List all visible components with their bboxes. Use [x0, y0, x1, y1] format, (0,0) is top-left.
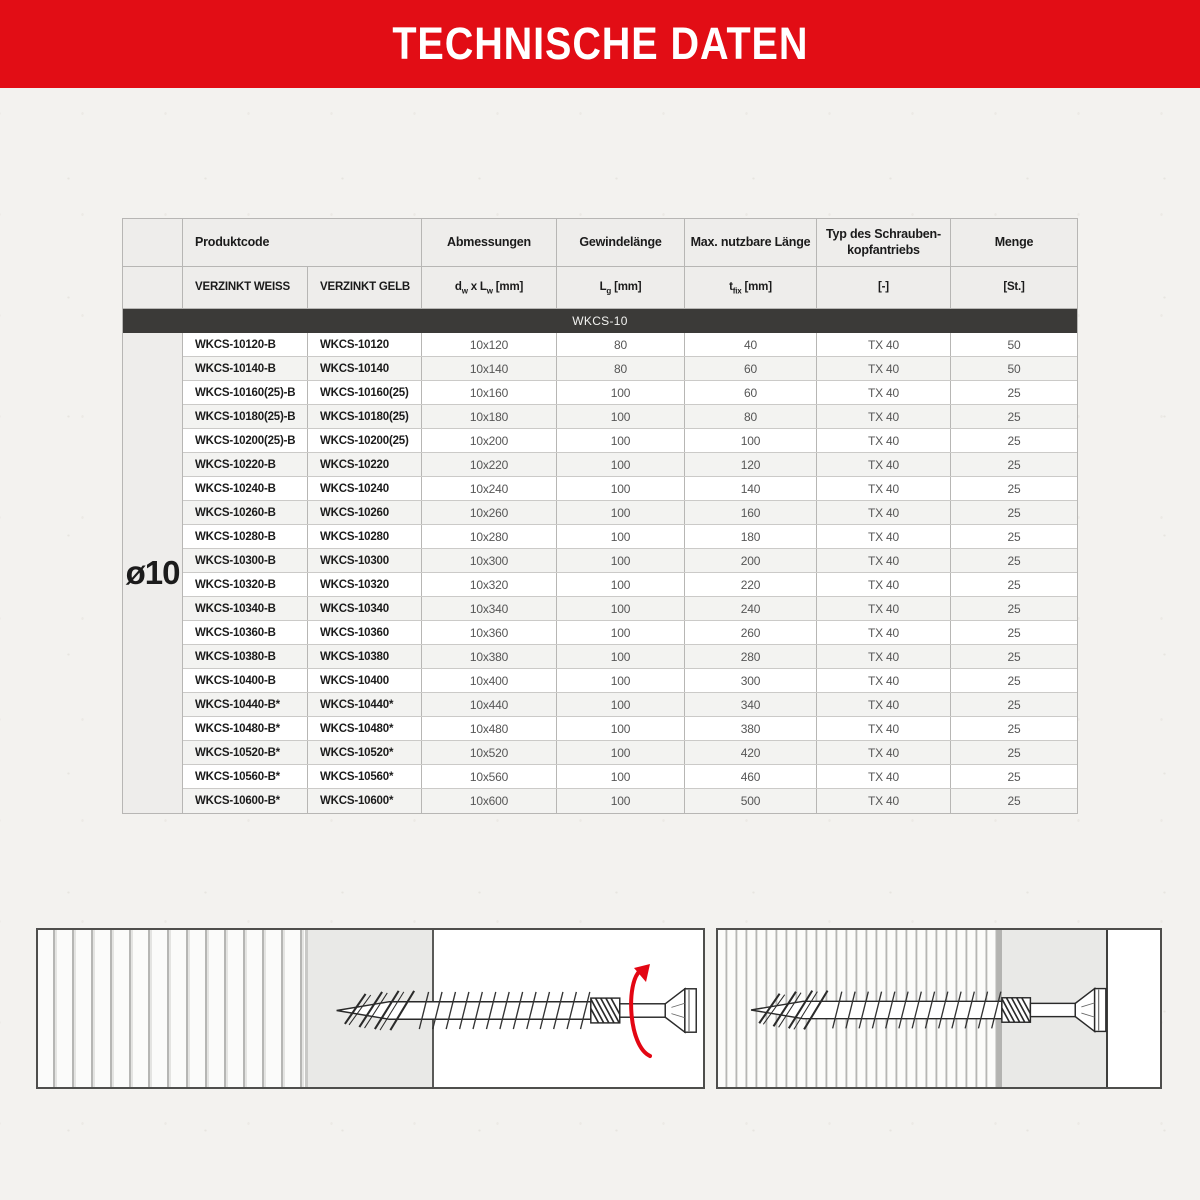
cell-code-white: WKCS-10120-B — [183, 333, 308, 356]
cell-code-white: WKCS-10560-B* — [183, 765, 308, 788]
cell-quantity: 25 — [1007, 505, 1021, 520]
cell-drive-type: TX 40 — [817, 741, 951, 764]
cell-drive-type: TX 40 — [817, 621, 951, 644]
cell-dimensions: 10x260 — [422, 501, 557, 524]
cell-drive-type: TX 40 — [817, 477, 951, 500]
cell-dimensions: 10x340 — [422, 597, 557, 620]
subheader-qty-unit: [St.] — [951, 267, 1077, 309]
size-column-header — [123, 219, 183, 267]
cell-code-yellow: WKCS-10440* — [308, 693, 422, 716]
cell-quantity: 50 — [1007, 361, 1021, 376]
cell-code-white: WKCS-10240-B — [183, 477, 308, 500]
cell-drive-type: TX 40 — [817, 405, 951, 428]
cell-thread-length: 100 — [557, 645, 685, 668]
cell-thread-length: 100 — [557, 741, 685, 764]
col-header-kopfantrieb: Typ des Schrauben- kopfantriebs — [817, 219, 951, 267]
table-header-row-1 — [123, 219, 1077, 267]
cell-drive-type: TX 40 — [817, 429, 951, 452]
cell-thread-length: 100 — [557, 669, 685, 692]
table-row — [183, 501, 1077, 525]
cell-thread-length: 100 — [557, 765, 685, 788]
cell-code-yellow: WKCS-10560* — [308, 765, 422, 788]
cell-usable-length: 220 — [685, 573, 817, 596]
cell-drive-type: TX 40 — [817, 381, 951, 404]
cell-code-yellow: WKCS-10160(25) — [308, 381, 422, 404]
series-band: WKCS-10 — [123, 309, 1077, 333]
cell-quantity: 25 — [1007, 794, 1021, 808]
cell-usable-length: 40 — [685, 333, 817, 356]
cell-thread-length: 100 — [557, 405, 685, 428]
cell-quantity: 25 — [1007, 529, 1021, 544]
cell-thread-length: 100 — [557, 501, 685, 524]
col-header-produktcode: Produktcode — [183, 219, 422, 267]
cell-quantity: 50 — [1007, 337, 1021, 352]
cell-code-white: WKCS-10600-B* — [183, 789, 308, 813]
cell-dimensions: 10x400 — [422, 669, 557, 692]
table-row — [183, 789, 1077, 813]
subheader-drive-unit: [-] — [817, 267, 951, 309]
cell-drive-type: TX 40 — [817, 693, 951, 716]
subheader-thread-length-unit: $L_g$ [mm] — [557, 267, 685, 309]
subheader-dimensions-unit: $d_w$ x $L_w$ [mm] — [422, 267, 557, 309]
cell-code-white: WKCS-10520-B* — [183, 741, 308, 764]
outer-surface-section — [1106, 930, 1160, 1087]
cell-usable-length: 180 — [685, 525, 817, 548]
cell-drive-type: TX 40 — [817, 549, 951, 572]
table-row — [183, 453, 1077, 477]
table-row — [183, 333, 1077, 357]
cell-quantity: 25 — [1007, 457, 1021, 472]
page-title: TECHNISCHE DATEN — [392, 18, 808, 69]
cell-thread-length: 100 — [557, 573, 685, 596]
cell-dimensions: 10x600 — [422, 789, 557, 813]
table-row — [183, 597, 1077, 621]
cell-quantity: 25 — [1007, 697, 1021, 712]
cell-code-white: WKCS-10360-B — [183, 621, 308, 644]
cell-code-white: WKCS-10440-B* — [183, 693, 308, 716]
cell-code-yellow: WKCS-10120 — [308, 333, 422, 356]
table-row — [183, 429, 1077, 453]
cell-thread-length: 100 — [557, 429, 685, 452]
cell-drive-type: TX 40 — [817, 645, 951, 668]
cell-quantity: 25 — [1007, 601, 1021, 616]
cell-code-yellow: WKCS-10480* — [308, 717, 422, 740]
cell-usable-length: 60 — [685, 381, 817, 404]
cell-usable-length: 140 — [685, 477, 817, 500]
cell-quantity: 25 — [1007, 553, 1021, 568]
cell-code-yellow: WKCS-10320 — [308, 573, 422, 596]
cell-quantity: 25 — [1007, 409, 1021, 424]
subheader-tfix-unit: $t_{fix}$ [mm] — [685, 267, 817, 309]
cell-quantity: 25 — [1007, 745, 1021, 760]
cell-code-yellow: WKCS-10240 — [308, 477, 422, 500]
cell-usable-length: 420 — [685, 741, 817, 764]
table-row — [183, 693, 1077, 717]
table-row — [183, 741, 1077, 765]
table-row — [183, 405, 1077, 429]
cell-thread-length: 100 — [557, 693, 685, 716]
cell-drive-type: TX 40 — [817, 453, 951, 476]
table-row — [183, 669, 1077, 693]
cell-dimensions: 10x140 — [422, 357, 557, 380]
cell-thread-length: 100 — [557, 789, 685, 813]
cell-drive-type: TX 40 — [817, 789, 951, 813]
cell-usable-length: 120 — [685, 453, 817, 476]
technical-data-table — [122, 218, 1078, 814]
cell-thread-length: 100 — [557, 477, 685, 500]
cell-thread-length: 100 — [557, 453, 685, 476]
cell-usable-length: 380 — [685, 717, 817, 740]
cell-code-white: WKCS-10320-B — [183, 573, 308, 596]
cell-dimensions: 10x200 — [422, 429, 557, 452]
cell-code-yellow: WKCS-10260 — [308, 501, 422, 524]
cell-dimensions: 10x520 — [422, 741, 557, 764]
diameter-label: ø10 — [123, 333, 183, 813]
cell-quantity: 25 — [1007, 721, 1021, 736]
cell-drive-type: TX 40 — [817, 333, 951, 356]
cell-drive-type: TX 40 — [817, 357, 951, 380]
cell-drive-type: TX 40 — [817, 717, 951, 740]
cell-drive-type: TX 40 — [817, 501, 951, 524]
cell-quantity: 25 — [1007, 481, 1021, 496]
cell-dimensions: 10x480 — [422, 717, 557, 740]
cell-quantity: 25 — [1007, 433, 1021, 448]
cell-code-white: WKCS-10380-B — [183, 645, 308, 668]
table-row — [183, 525, 1077, 549]
table-row — [183, 717, 1077, 741]
cell-thread-length: 100 — [557, 597, 685, 620]
col-header-gewindelaenge: Gewindelänge — [557, 219, 685, 267]
cell-quantity: 25 — [1007, 577, 1021, 592]
cell-dimensions: 10x220 — [422, 453, 557, 476]
cell-usable-length: 260 — [685, 621, 817, 644]
cell-dimensions: 10x380 — [422, 645, 557, 668]
cell-drive-type: TX 40 — [817, 525, 951, 548]
cell-code-yellow: WKCS-10360 — [308, 621, 422, 644]
cell-drive-type: TX 40 — [817, 669, 951, 692]
cell-usable-length: 340 — [685, 693, 817, 716]
cell-code-yellow: WKCS-10380 — [308, 645, 422, 668]
cell-code-white: WKCS-10260-B — [183, 501, 308, 524]
cell-code-white: WKCS-10300-B — [183, 549, 308, 572]
cell-dimensions: 10x280 — [422, 525, 557, 548]
cell-quantity: 25 — [1007, 385, 1021, 400]
cell-thread-length: 100 — [557, 381, 685, 404]
cell-usable-length: 300 — [685, 669, 817, 692]
cell-dimensions: 10x120 — [422, 333, 557, 356]
cell-code-white: WKCS-10160(25)-B — [183, 381, 308, 404]
cell-quantity: 25 — [1007, 625, 1021, 640]
cell-code-yellow: WKCS-10340 — [308, 597, 422, 620]
cell-usable-length: 460 — [685, 765, 817, 788]
page-banner — [0, 0, 1200, 88]
diagram-screw-driving — [36, 928, 705, 1089]
cell-code-white: WKCS-10220-B — [183, 453, 308, 476]
col-header-max-nutzbare-laenge: Max. nutzbare Länge — [685, 219, 817, 267]
cell-code-white: WKCS-10280-B — [183, 525, 308, 548]
cell-drive-type: TX 40 — [817, 573, 951, 596]
cell-dimensions: 10x360 — [422, 621, 557, 644]
table-row — [183, 549, 1077, 573]
subheader-verzinkt-weiss: VERZINKT WEISS — [183, 267, 308, 309]
table-row — [183, 477, 1077, 501]
cell-dimensions: 10x320 — [422, 573, 557, 596]
diagram-screw-flush — [716, 928, 1162, 1089]
col-header-abmessungen: Abmessungen — [422, 219, 557, 267]
cell-drive-type: TX 40 — [817, 765, 951, 788]
cell-code-white: WKCS-10140-B — [183, 357, 308, 380]
cell-thread-length: 80 — [557, 357, 685, 380]
cell-thread-length: 100 — [557, 717, 685, 740]
cell-usable-length: 160 — [685, 501, 817, 524]
cell-code-yellow: WKCS-10140 — [308, 357, 422, 380]
size-subheader — [123, 267, 183, 309]
cell-quantity: 25 — [1007, 769, 1021, 784]
cell-drive-type: TX 40 — [817, 597, 951, 620]
rotation-arrow-icon — [624, 962, 660, 1060]
cell-usable-length: 500 — [685, 789, 817, 813]
cell-code-white: WKCS-10480-B* — [183, 717, 308, 740]
cell-code-white: WKCS-10340-B — [183, 597, 308, 620]
cell-code-white: WKCS-10400-B — [183, 669, 308, 692]
cell-usable-length: 280 — [685, 645, 817, 668]
cell-quantity: 25 — [1007, 673, 1021, 688]
table-row — [183, 621, 1077, 645]
table-row — [183, 765, 1077, 789]
cell-code-yellow: WKCS-10280 — [308, 525, 422, 548]
cell-quantity: 25 — [1007, 649, 1021, 664]
table-row — [183, 381, 1077, 405]
cell-usable-length: 240 — [685, 597, 817, 620]
cell-dimensions: 10x560 — [422, 765, 557, 788]
table-row — [183, 573, 1077, 597]
cell-dimensions: 10x180 — [422, 405, 557, 428]
cell-usable-length: 100 — [685, 429, 817, 452]
cell-thread-length: 100 — [557, 621, 685, 644]
cell-code-yellow: WKCS-10600* — [308, 789, 422, 813]
table-row — [183, 357, 1077, 381]
table-body — [123, 333, 1077, 813]
wood-grain-section — [38, 930, 308, 1087]
table-rows — [183, 333, 1077, 813]
cell-dimensions: 10x160 — [422, 381, 557, 404]
cell-usable-length: 80 — [685, 405, 817, 428]
cell-dimensions: 10x300 — [422, 549, 557, 572]
cell-thread-length: 100 — [557, 525, 685, 548]
cell-code-white: WKCS-10200(25)-B — [183, 429, 308, 452]
cell-code-yellow: WKCS-10400 — [308, 669, 422, 692]
cell-code-white: WKCS-10180(25)-B — [183, 405, 308, 428]
cell-thread-length: 100 — [557, 549, 685, 572]
table-row — [183, 645, 1077, 669]
cell-usable-length: 60 — [685, 357, 817, 380]
cell-code-yellow: WKCS-10220 — [308, 453, 422, 476]
col-header-menge: Menge — [951, 219, 1077, 267]
cell-dimensions: 10x240 — [422, 477, 557, 500]
cell-code-yellow: WKCS-10180(25) — [308, 405, 422, 428]
cell-code-yellow: WKCS-10520* — [308, 741, 422, 764]
cell-thread-length: 80 — [557, 333, 685, 356]
screw-icon — [747, 964, 1114, 1056]
cell-code-yellow: WKCS-10300 — [308, 549, 422, 572]
cell-usable-length: 200 — [685, 549, 817, 572]
cell-dimensions: 10x440 — [422, 693, 557, 716]
cell-code-yellow: WKCS-10200(25) — [308, 429, 422, 452]
subheader-verzinkt-gelb: VERZINKT GELB — [308, 267, 422, 309]
table-header-row-2 — [123, 267, 1077, 309]
